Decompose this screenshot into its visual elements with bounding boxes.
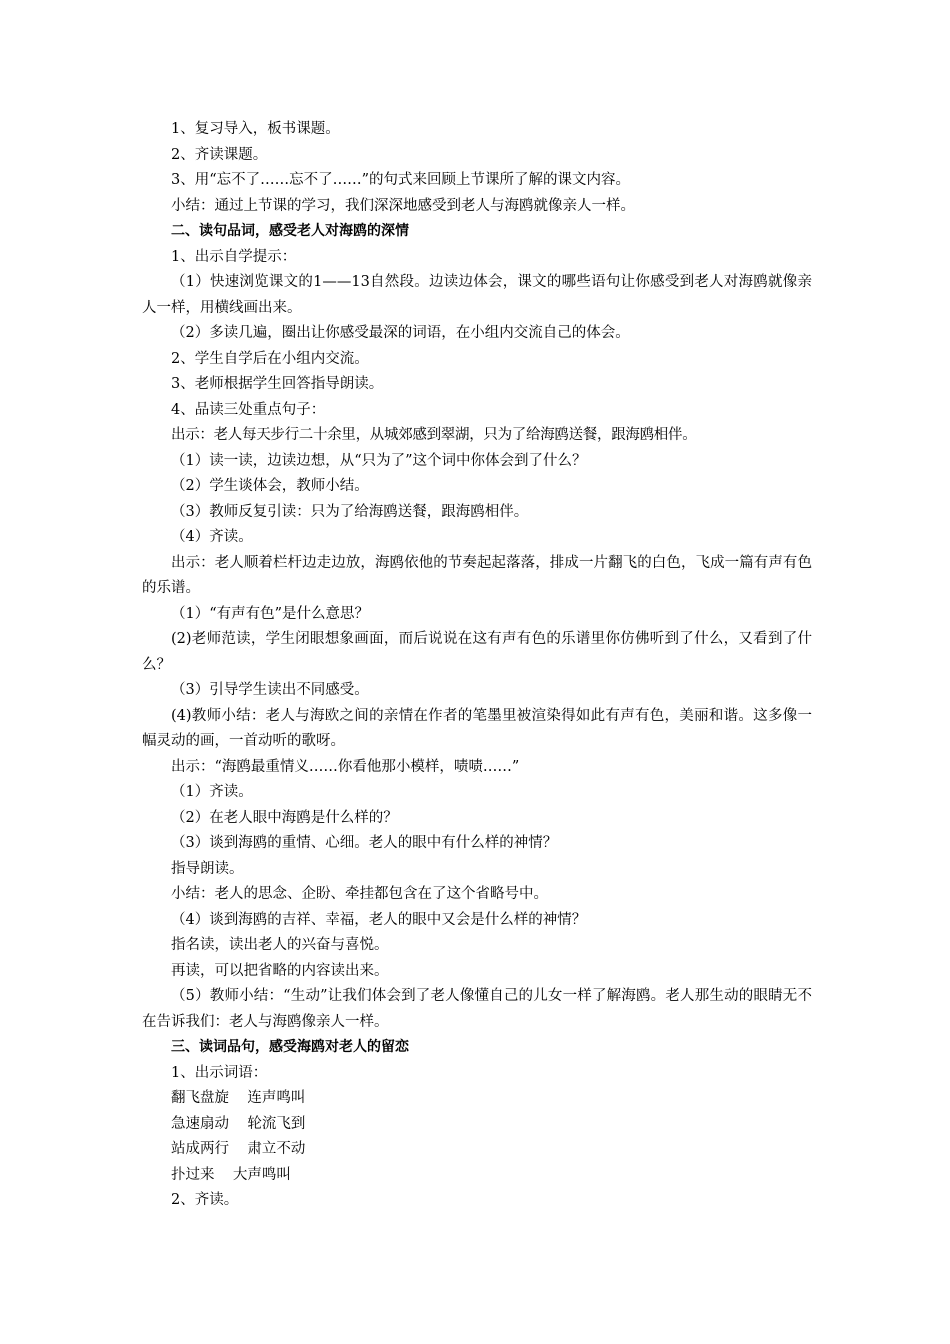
line-30: 再读，可以把省略的内容读出来。 [171, 962, 389, 979]
word-row-2: 急速扇动 轮流飞到 [171, 1115, 306, 1132]
line-14: （2）学生谈体会，教师小结。 [171, 478, 369, 494]
section-heading-2: 二、读句品词，感受老人对海鸥的深情 [171, 223, 409, 239]
word-row-1: 翻飞盘旋 连声鸣叫 [171, 1090, 306, 1106]
line-19: (2)老师范读，学生闭眼想象画面，而后说说在这有声有色的乐谱里你仿佛听到了什么，又看到了什么？ [142, 631, 812, 673]
line-31: （5）教师小结：“生动”让我们体会到了老人像懂自己的儿女一样了解海鸥。老人那生动的眼睛无不在告诉我们：老人与海鸥像亲人一样。 [142, 988, 812, 1030]
line-21: (4)教师小结：老人与海欧之间的亲情在作者的笔墨里被渲染得如此有声有色，美丽和谐。这多像一幅灵动的画，一首动听的歌呀。 [142, 707, 812, 749]
line-15: （3）教师反复引读：只为了给海鸥送餐，跟海鸥相伴。 [171, 503, 529, 520]
section-heading-3: 三、读词品句，感受海鸥对老人的留恋 [171, 1039, 409, 1055]
line-26: 指导朗读。 [171, 860, 244, 877]
line-7: （1）快速浏览课文的1——13自然段。边读边体会，课文的哪些语句让你感受到老人对海鸥就像亲人一样，用横线画出来。 [142, 274, 812, 316]
line-17: 出示：老人顺着栏杆边走边放，海鸥依他的节奏起起落落，排成一片翻飞的白色，飞成一篇有声有色的乐谱。 [142, 554, 812, 596]
line-27: 小结：老人的思念、企盼、牵挂都包含在了这个省略号中。 [171, 886, 548, 902]
summary-1: 小结：通过上节课的学习，我们深深地感受到老人与海鸥就像亲人一样。 [171, 197, 635, 214]
line-18: （1）“有声有色”是什么意思？ [171, 605, 370, 622]
line-2: 2、齐读课题。 [171, 146, 268, 163]
line-20: （3）引导学生读出不同感受。 [171, 682, 369, 698]
line-28: （4）谈到海鸥的吉祥、幸福，老人的眼中又会是什么样的神情？ [171, 911, 587, 928]
line-33: 1、出示词语： [171, 1064, 268, 1081]
line-11: 4、品读三处重点句子： [171, 401, 326, 418]
line-24: （2）在老人眼中海鸥是什么样的？ [171, 809, 398, 826]
line-38: 2、齐读。 [171, 1192, 239, 1208]
line-29: 指名读，读出老人的兴奋与喜悦。 [171, 937, 389, 953]
word-row-3: 站成两行 肃立不动 [171, 1141, 306, 1157]
line-10: 3、老师根据学生回答指导朗读。 [171, 376, 384, 392]
line-13: （1）读一读，边读边想，从“只为了”这个词中你体会到了什么？ [171, 452, 587, 469]
line-22: 出示：“海鸥最重情义……你看他那小模样，啧啧……” [171, 758, 520, 775]
line-9: 2、学生自学后在小组内交流。 [171, 350, 369, 367]
line-25: （3）谈到海鸥的重情、心细。老人的眼中有什么样的神情？ [171, 835, 558, 851]
line-12: 出示：老人每天步行二十余里，从城郊感到翠湖，只为了给海鸥送餐，跟海鸥相伴。 [171, 427, 697, 443]
word-row-4: 扑过来 大声鸣叫 [171, 1166, 291, 1183]
line-3: 3、用“忘不了……忘不了……”的句式来回顾上节课所了解的课文内容。 [171, 172, 631, 188]
line-16: （4）齐读。 [171, 529, 253, 545]
line-23: （1）齐读。 [171, 784, 253, 800]
document-body [142, 117, 812, 1214]
line-1: 1、复习导入，板书课题。 [171, 121, 340, 137]
line-6: 1、出示自学提示： [171, 248, 297, 265]
line-8: （2）多读几遍，圈出让你感受最深的词语，在小组内交流自己的体会。 [171, 325, 630, 341]
